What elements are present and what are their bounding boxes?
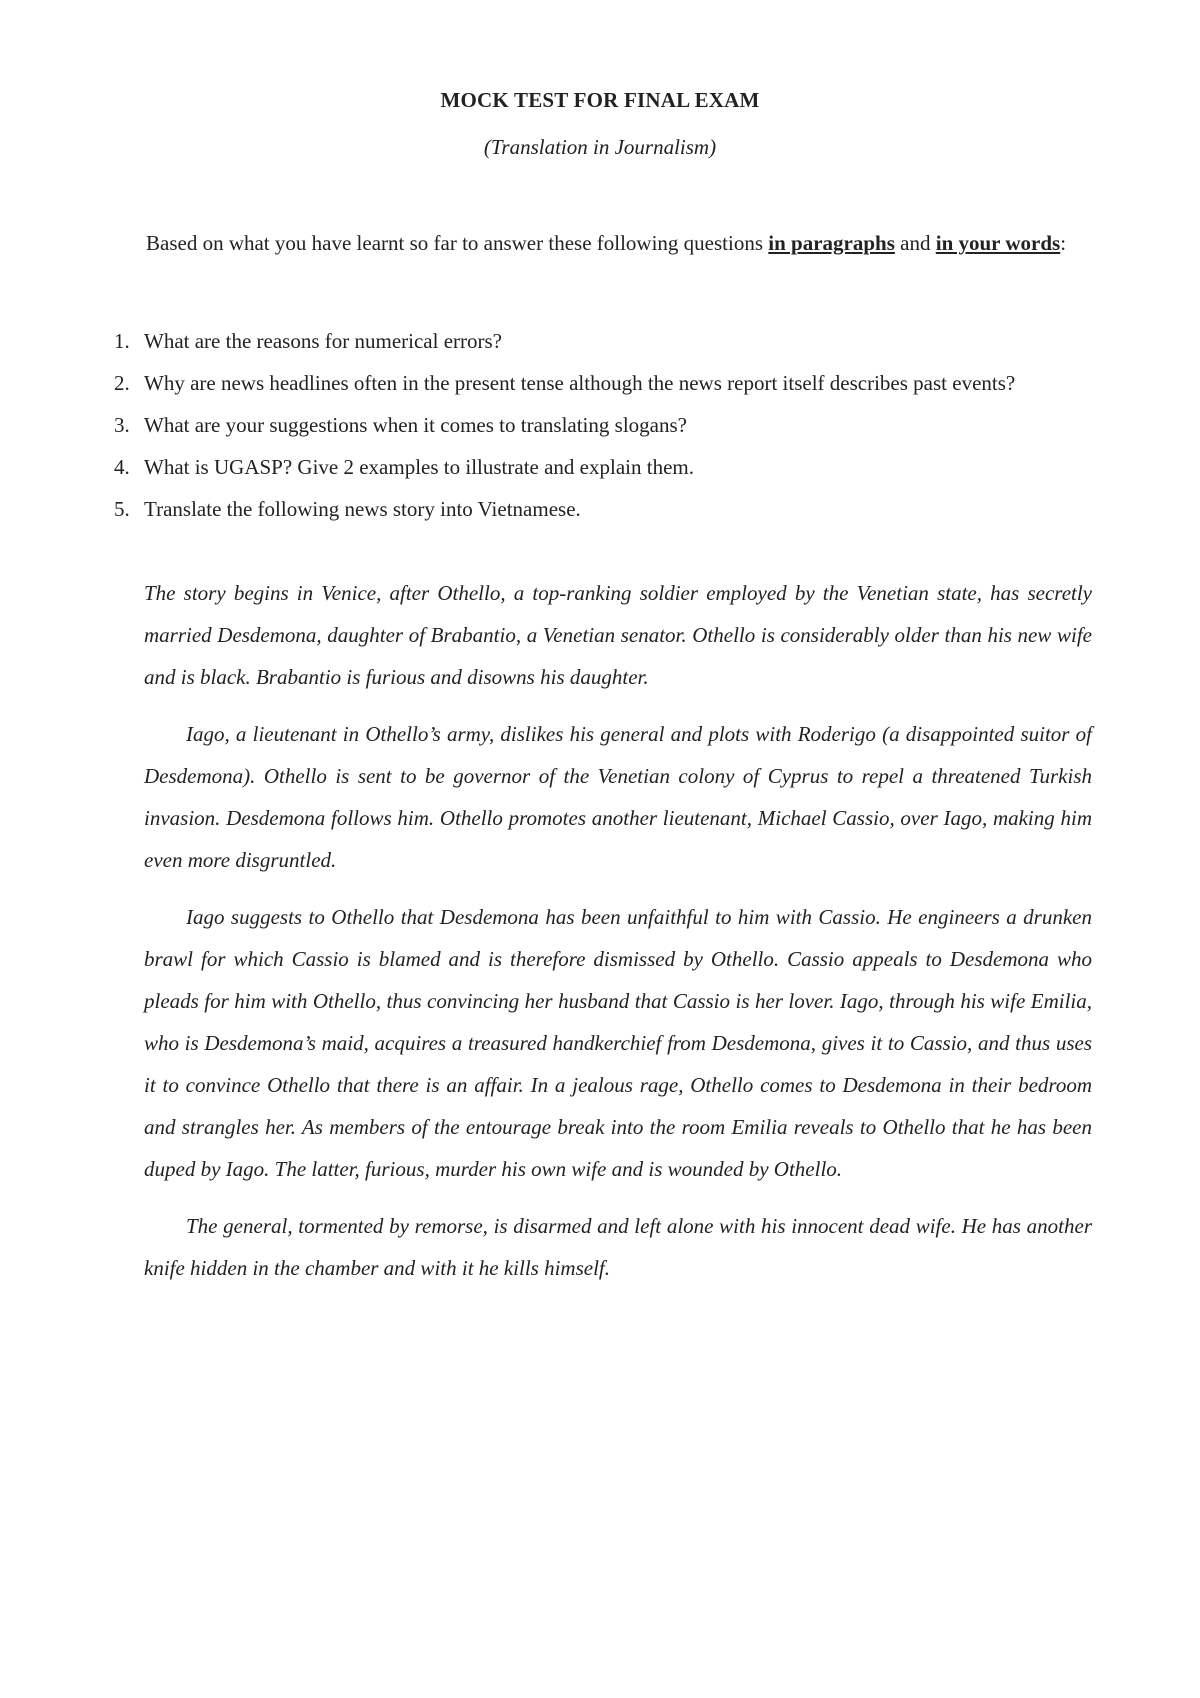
question-text: What are the reasons for numerical errors? bbox=[144, 329, 502, 353]
instructions-colon: : bbox=[1060, 231, 1067, 255]
question-item bbox=[114, 404, 1092, 446]
news-story bbox=[144, 572, 1092, 1304]
story-paragraph: Iago suggests to Othello that Desdemona has been unfaithful to him with Cassio. He engineers a drunken brawl for which Cassio is blamed and is therefore dismissed by Othello. Cassio appeals to Desdemona who pleads for him with Othello, thus convincing her husband that Cassio is her lover. Iago, through his wife Emilia, who is Desdemona’s maid, acquires a treasured handkerchief from Desdemona, gives it to Cassio, and thus uses it to convince Othello that there is an affair. In a jealous rage, Othello comes to Desdemona in their bedroom and strangles her. As members of the entourage break into the room Emilia reveals to Othello that he has been duped by Iago. The latter, furious, murder his own wife and is wounded by Othello. bbox=[144, 905, 1092, 1181]
question-text: What are your suggestions when it comes to translating slogans? bbox=[144, 413, 687, 437]
question-item bbox=[114, 320, 1092, 362]
emphasis-in-paragraphs: in paragraphs bbox=[768, 231, 895, 255]
question-list bbox=[114, 320, 1092, 530]
instructions-text: Based on what you have learnt so far to answer these following questions bbox=[146, 231, 769, 255]
question-text: Why are news headlines often in the present tense although the news report itself describes past events? bbox=[144, 371, 1016, 395]
question-number: 3. bbox=[114, 413, 130, 437]
question-number: 1. bbox=[114, 329, 130, 353]
question-item bbox=[114, 362, 1092, 404]
question-number: 5. bbox=[114, 497, 130, 521]
question-text: Translate the following news story into Vietnamese. bbox=[144, 497, 581, 521]
story-paragraph: The general, tormented by remorse, is disarmed and left alone with his innocent dead wife. He has another knife hidden in the chamber and with it he kills himself. bbox=[144, 1214, 1092, 1280]
instructions-paragraph bbox=[114, 222, 1092, 264]
question-number: 4. bbox=[114, 455, 130, 479]
question-item bbox=[114, 446, 1092, 488]
question-number: 2. bbox=[114, 371, 130, 395]
story-paragraph: Iago, a lieutenant in Othello’s army, dislikes his general and plots with Roderigo (a disappointed suitor of Desdemona). Othello is sent to be governor of the Venetian colony of Cyprus to repel a threatened Turkish invasion. Desdemona follows him. Othello promotes another lieutenant, Michael Cassio, over Iago, making him even more disgruntled. bbox=[144, 722, 1092, 872]
emphasis-in-your-words: in your words bbox=[935, 231, 1061, 255]
page-title: MOCK TEST FOR FINAL EXAM bbox=[440, 88, 760, 112]
page-subtitle: (Translation in Journalism) bbox=[483, 135, 717, 159]
story-paragraph: The story begins in Venice, after Othello, a top-ranking soldier employed by the Venetian state, has secretly married Desdemona, daughter of Brabantio, a Venetian senator. Othello is considerably older than his new wife and is black. Brabantio is furious and disowns his daughter. bbox=[144, 581, 1092, 689]
question-text: What is UGASP? Give 2 examples to illustrate and explain them. bbox=[144, 455, 694, 479]
instructions-connector: and bbox=[894, 231, 936, 255]
question-item bbox=[114, 488, 1092, 530]
